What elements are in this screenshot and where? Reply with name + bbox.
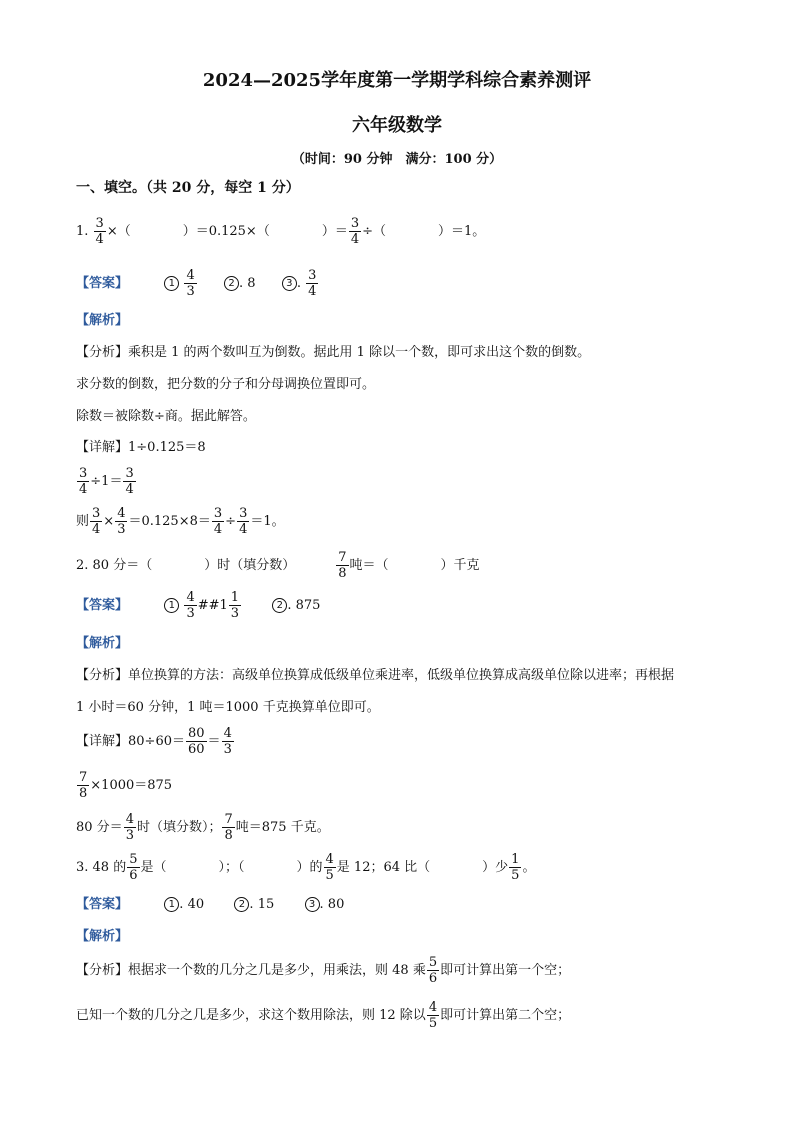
- q3-stem: 3. 48 的 $\frac{5}{6}$ 是（ ）；（ ）的 $\frac{4}{5}$ 是 12；64 比（ ）少 $\frac{1}{5}$ 。: [76, 852, 536, 883]
- q3-fenxi: 【分析】根据求一个数的几分之几是多少，用乘法，则 48 乘 $\frac{5}{6}$ 即可计算出第一个空；: [76, 955, 571, 986]
- q2-detail3: 80 分＝ $\frac{4}{3}$ 时（填分数）； $\frac{7}{8}$ 吨＝875 千克。: [76, 812, 330, 843]
- analysis-label: 【解析】: [76, 313, 129, 328]
- section-heading: 一、填空。（共 20 分，每空 1 分）: [76, 180, 300, 196]
- q2-fenxi2: 1 小时＝60 分钟，1 吨＝1000 千克换算单位即可。: [76, 700, 380, 715]
- fraction: $\frac{3}{4}$: [92, 506, 101, 537]
- circle-number: 2: [272, 598, 287, 613]
- circle-number: 3: [305, 897, 320, 912]
- q1-fenxi: 【分析】乘积是 1 的两个数叫互为倒数。据此用 1 除以一个数，即可求出这个数的倒数。: [76, 345, 591, 360]
- q1-line3: 除数＝被除数÷商。据此解答。: [76, 409, 256, 424]
- fraction: $\frac{3}{4}$: [350, 216, 360, 247]
- fraction: $\frac{7}{8}$: [338, 550, 347, 581]
- q3-answer: 【答案】 1 . 40 2 . 15 3 . 80: [76, 897, 345, 912]
- exam-title: 2024—2025学年度第一学期学科综合素养测评: [202, 70, 592, 91]
- fraction: $\frac{3}{4}$: [239, 506, 248, 537]
- q2-fenxi: 【分析】单位换算的方法：高级单位换算成低级单位乘进率，低级单位换算成高级单位除以进率；再根据: [76, 668, 675, 683]
- fraction: $\frac{7}{8}$: [224, 812, 233, 843]
- q1-stem: 1. $\frac{3}{4}$ ×（ ）＝0.125×（ ）＝ $\frac{3}{4}$ ÷（ ）＝1。: [76, 216, 486, 247]
- fraction: $\frac{4}{3}$: [223, 726, 232, 757]
- circle-number: 1: [164, 598, 179, 613]
- circle-number: 2: [224, 276, 239, 291]
- fraction: $\frac{3}{4}$: [125, 466, 134, 497]
- q1-line2: 求分数的倒数，把分数的分子和分母调换位置即可。: [76, 377, 376, 392]
- fraction: $\frac{4}{3}$: [125, 812, 134, 843]
- fraction: $\frac{4}{5}$: [428, 1000, 438, 1031]
- fraction: $\frac{1}{3}$: [230, 590, 240, 621]
- circle-number: 3: [282, 276, 297, 291]
- circle-number: 2: [234, 897, 249, 912]
- circle-number: 1: [164, 276, 179, 291]
- analysis-label: 【解析】: [76, 929, 129, 944]
- fraction: $\frac{7}{8}$: [79, 770, 88, 801]
- fraction: $\frac{5}{6}$: [428, 955, 438, 986]
- q2-detail1: 【详解】80÷60＝ $\frac{80}{60}$ ＝ $\frac{4}{3}$: [76, 726, 232, 757]
- fraction: $\frac{3}{4}$: [308, 268, 317, 299]
- fraction: $\frac{4}{3}$: [117, 506, 126, 537]
- fraction: $\frac{5}{6}$: [129, 852, 138, 883]
- q2-detail2: $\frac{7}{8}$ ×1000＝875: [79, 770, 173, 801]
- fraction: $\frac{3}{4}$: [213, 506, 223, 537]
- q1-answer: 【答案】 1 $\frac{4}{3}$ 2 . 8 3 . $\frac{3}{4}$: [76, 268, 317, 299]
- q1-detail3: 则 $\frac{3}{4}$ × $\frac{4}{3}$ ＝0.125×8＝ $\frac{3}{4}$ ÷ $\frac{3}{4}$ ＝1。: [76, 506, 285, 537]
- q2-answer: 【答案】 1 $\frac{4}{3}$ ##1 $\frac{1}{3}$ 2 . 875: [76, 590, 321, 621]
- fraction: $\frac{3}{4}$: [79, 466, 88, 497]
- analysis-label: 【解析】: [76, 636, 129, 651]
- fraction: $\frac{4}{5}$: [325, 852, 334, 883]
- exam-time-info: （时间：90 分钟 满分：100 分）: [291, 152, 503, 167]
- fraction: $\frac{1}{5}$: [511, 852, 520, 883]
- q2-stem: 2. 80 分＝（ ）时（填分数） $\frac{7}{8}$ 吨＝（ ）千克: [76, 550, 480, 581]
- fraction: $\frac{3}{4}$: [95, 216, 104, 247]
- q1-detail1: 【详解】1÷0.125＝8: [76, 440, 206, 455]
- exam-subtitle: 六年级数学: [352, 115, 442, 136]
- fraction: $\frac{80}{60}$: [188, 726, 205, 757]
- q3-line2: 已知一个数的几分之几是多少，求这个数用除法，则 12 除以 $\frac{4}{5}$ 即可计算出第二个空；: [76, 1000, 571, 1031]
- fraction: $\frac{4}{3}$: [186, 268, 195, 299]
- q1-detail2: $\frac{3}{4}$ ÷1＝ $\frac{3}{4}$: [79, 466, 134, 497]
- fraction: $\frac{4}{3}$: [186, 590, 195, 621]
- circle-number: 1: [164, 897, 179, 912]
